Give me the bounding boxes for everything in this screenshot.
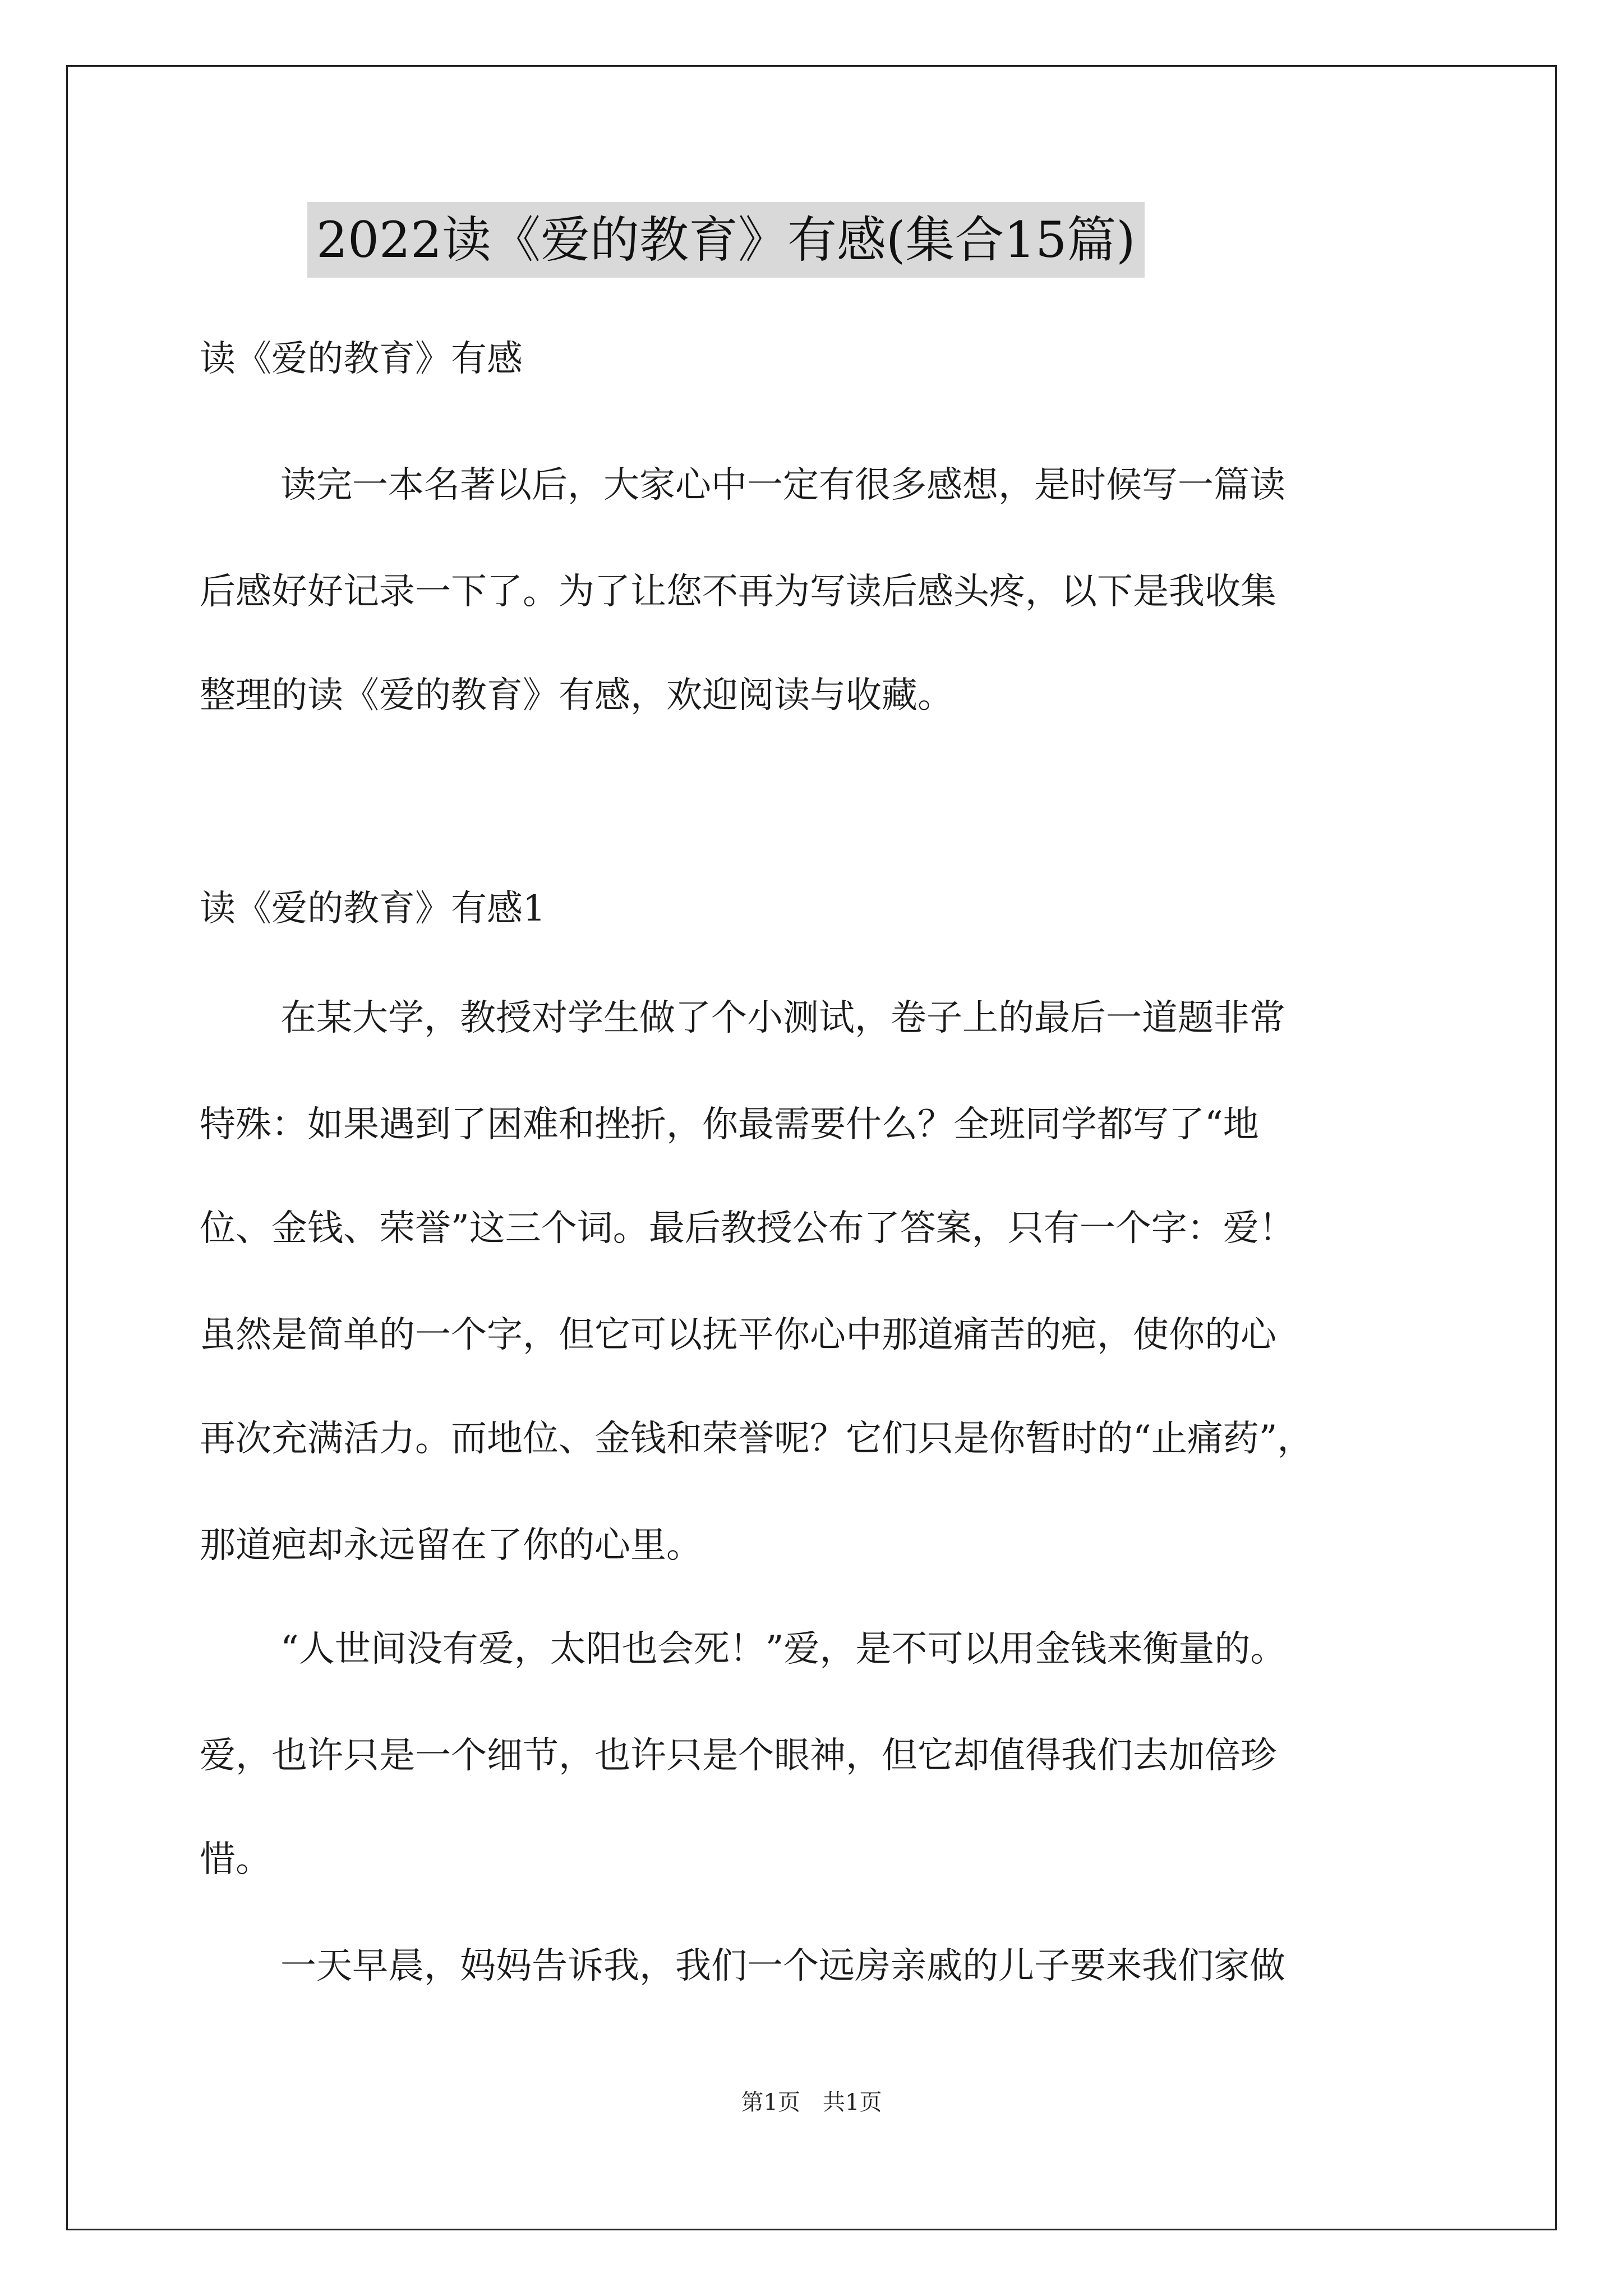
document-title: 2022读《爱的教育》有感(集合15篇) <box>307 202 1145 278</box>
paragraph-line: 那道疤却永远留在了你的心里。 <box>200 1525 702 1566</box>
paragraph-line: 惜。 <box>200 1839 271 1880</box>
paragraph-line: 一天早晨，妈妈告诉我，我们一个远房亲戚的儿子要来我们家做 <box>280 1945 1285 1987</box>
intro-line: 整理的读《爱的教育》有感，欢迎阅读与收藏。 <box>200 675 953 716</box>
page-number-footer: 第1页 共1页 <box>741 2090 882 2115</box>
paragraph-line: 特殊：如果遇到了困难和挫折，你最需要什么？全班同学都写了“地 <box>200 1104 1259 1145</box>
intro-line: 后感好好记录一下了。为了让您不再为写读后感头疼，以下是我收集 <box>200 571 1276 613</box>
intro-heading: 读《爱的教育》有感 <box>200 338 523 380</box>
section-heading: 读《爱的教育》有感1 <box>200 888 546 930</box>
paragraph-line: 虽然是简单的一个字，但它可以抚平你心中那道痛苦的疤，使你的心 <box>200 1314 1276 1356</box>
paragraph-line: 位、金钱、荣誉”这三个词。最后教授公布了答案，只有一个字：爱！ <box>200 1208 1295 1249</box>
intro-line: 读完一本名著以后，大家心中一定有很多感想，是时候写一篇读 <box>280 464 1285 506</box>
paragraph-line: 在某大学，教授对学生做了个小测试，卷子上的最后一道题非常 <box>280 997 1285 1039</box>
paragraph-line: 再次充满活力。而地位、金钱和荣誉呢？它们只是你暂时的“止痛药”， <box>200 1418 1313 1460</box>
paragraph-line: “人世间没有爱，太阳也会死！”爱，是不可以用金钱来衡量的。 <box>280 1628 1287 1670</box>
paragraph-line: 爱，也许只是一个细节，也许只是个眼神，但它却值得我们去加倍珍 <box>200 1735 1276 1777</box>
